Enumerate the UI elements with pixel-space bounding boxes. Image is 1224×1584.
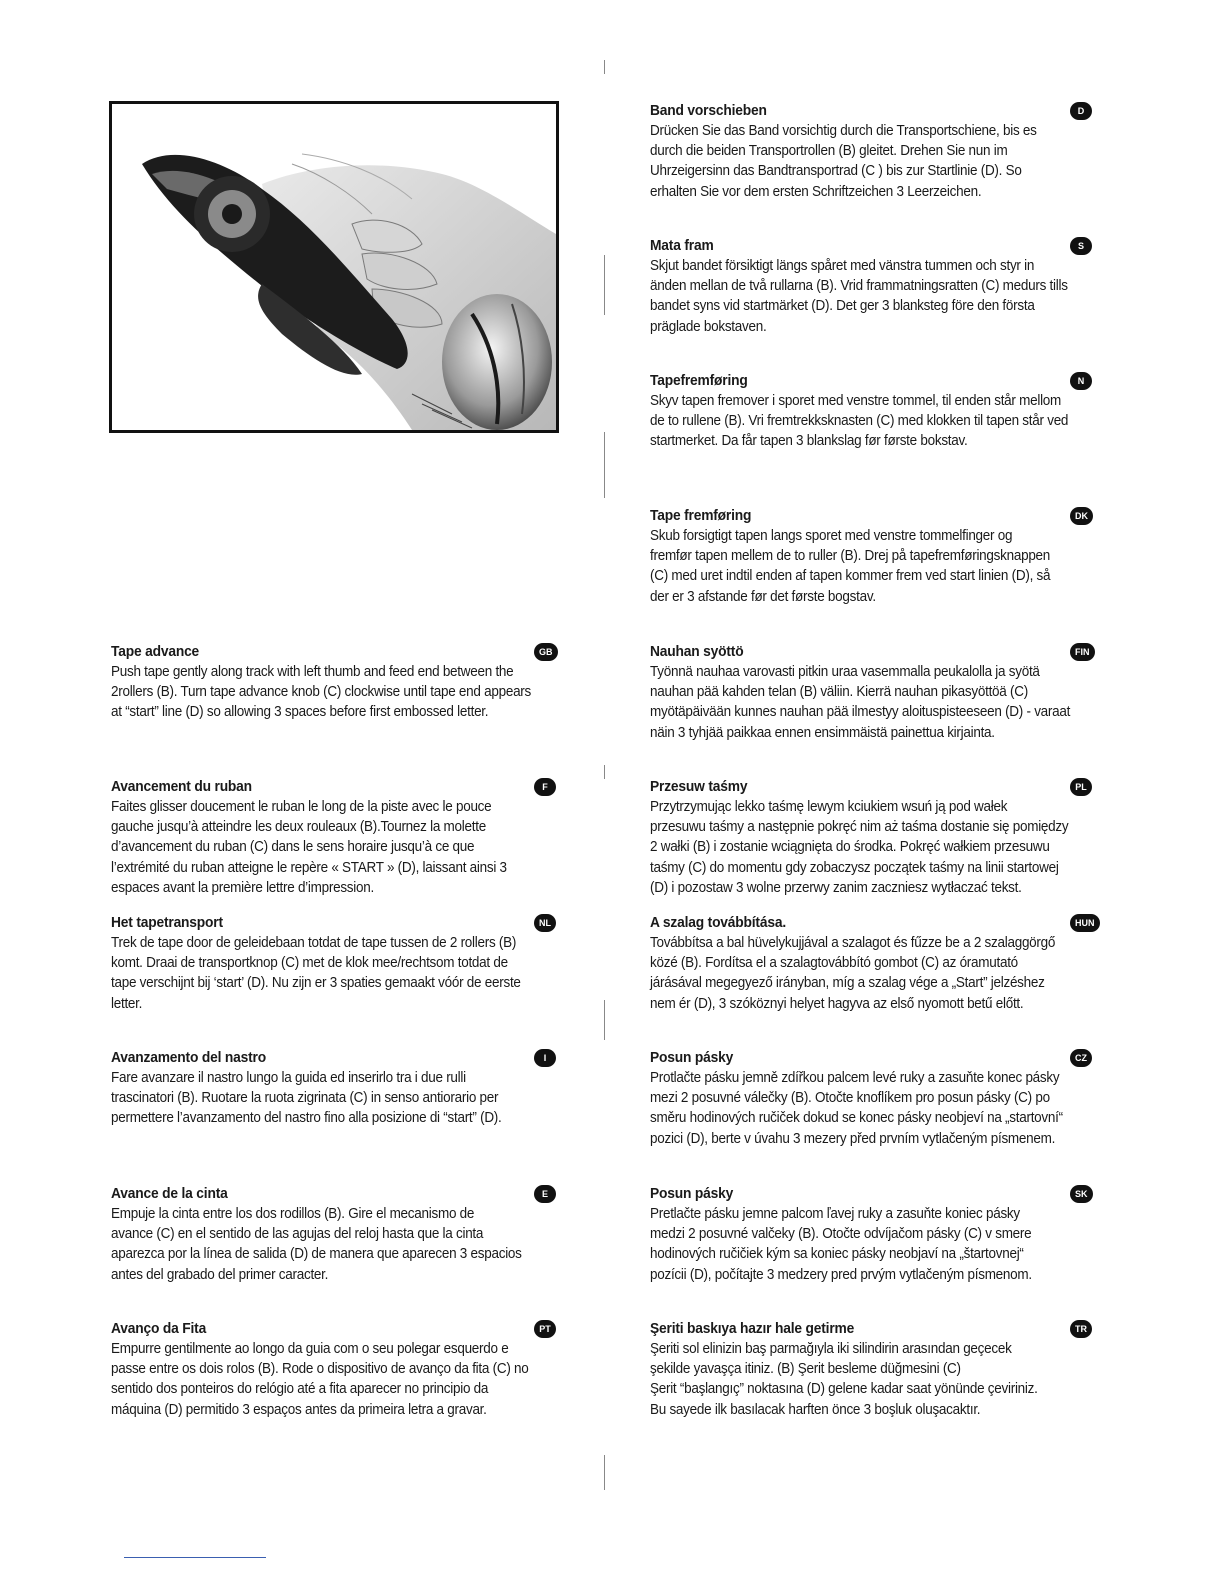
language-badge: I xyxy=(534,1049,556,1067)
section-text: Push tape gently along track with left thumb and feed end between the 2rollers (B). Turn tape advance knob (C) clockwise until tape end appears at “start” line (D) so allowing 3 spaces before first embossed letter. xyxy=(111,663,532,721)
section-text: Továbbítsa a bal hüvelykujjával a szalagot és fűzze be a 2 szalaggörgő közé (B). Fordítsa el a szalagtovábbító gombot (C) az óramutató járásával megegyező irányban, míg a szalag vége a „Start” jelzéshez nem ér (D), 3 szóköznyi helyet hagyva az első nyomott betű előtt. xyxy=(650,934,1056,1012)
section-text: Trek de tape door de geleidebaan totdat de tape tussen de 2 rollers (B) komt. Draai de transportknop (C) met de klok mee/rechtsom totdat de tape verschijnt bij ‘start’ (D). Nu zijn er 3 spaties gemaakt vóór de eerste letter. xyxy=(111,934,521,1012)
section-text: Faites glisser doucement le ruban le long de la piste avec le pouce gauche jusqu’à atteindre les deux rouleaux (B).Tournez la molette d’avancement du ruban (C) dans le sens horaire jusqu’à ce que l’extrémité du ruban atteigne le repère « START » (D), laissant ainsi 3 espaces avant la première lettre d’impression. xyxy=(111,798,507,896)
section-gb xyxy=(111,642,571,723)
section-title: Posun pásky xyxy=(650,1049,734,1066)
column-separator-mark xyxy=(604,432,605,498)
section-title: A szalag továbbítása. xyxy=(650,914,786,931)
language-badge: CZ xyxy=(1070,1049,1092,1067)
section-pl xyxy=(650,777,1110,898)
section-hun xyxy=(650,913,1110,1014)
section-cz xyxy=(650,1048,1110,1149)
section-title: Avancement du ruban xyxy=(111,778,252,795)
section-text: Skyv tapen fremover i sporet med venstre tommel, til enden står mellom de to rullene (B). Vri fremtrekksknasten (C) med klokken til tapen står ved startmerket. Da får tapen 3 blankslag før første bokstav. xyxy=(650,392,1069,450)
section-de xyxy=(650,101,1110,202)
section-title: Tapefremføring xyxy=(650,372,748,389)
language-badge: PT xyxy=(534,1320,556,1338)
section-title: Przesuw taśmy xyxy=(650,778,748,795)
column-separator-mark xyxy=(604,60,605,74)
section-pt xyxy=(111,1319,571,1420)
language-badge: E xyxy=(534,1185,556,1203)
section-title: Avance de la cinta xyxy=(111,1185,228,1202)
section-no xyxy=(650,371,1110,452)
language-badge: HUN xyxy=(1070,914,1100,932)
hand-holding-label-maker-illustration xyxy=(109,101,559,433)
section-text: Skub forsigtigt tapen langs sporet med venstre tommelfinger og fremfør tapen mellem de to ruller (B). Drej på tapefremføringsknappen (C) med uret indtil enden af tapen kommer frem ved start linien (D), så der er 3 afstande før det første bogstav. xyxy=(650,527,1051,605)
language-badge: F xyxy=(534,778,556,796)
column-separator-mark xyxy=(604,1455,605,1490)
language-badge: DK xyxy=(1070,507,1093,525)
section-title: Mata fram xyxy=(650,237,714,254)
section-sk xyxy=(650,1184,1110,1285)
section-text: Przytrzymując lekko taśmę lewym kciukiem wsuń ją pod wałek przesuwu taśmy a następnie pokręć nim aż taśma dostanie się pomiędzy 2 wałki (B) i zostanie wciągnięta do środka. Pokręć wałkiem przesuwu taśmy (C) do momentu gdy zobaczysz początek taśmy na linii startowej (D) i pozostaw 3 wolne przerwy zanim zaczniesz wytłaczać tekst. xyxy=(650,798,1069,896)
section-dk xyxy=(650,506,1110,607)
section-title: Nauhan syöttö xyxy=(650,643,744,660)
language-badge: S xyxy=(1070,237,1092,255)
column-separator-mark xyxy=(604,765,605,779)
section-text: Empurre gentilmente ao longo da guia com o seu polegar esquerdo e passe entre os dois rolos (B). Rode o dispositivo de avanço da fita (C) no sentido dos ponteiros do relógio até a fita aparecer no principio da máquina (D) permitido 3 espaços antes da primeira letra a gravar. xyxy=(111,1340,529,1418)
section-text: Drücken Sie das Band vorsichtig durch die Transportschiene, bis es durch die beiden Transportrollen (B) gleitet. Drehen Sie nun im Uhrzeigersinn das Bandtransportrad (C ) bis zur Startlinie (D). So erhalten Sie vor dem ersten Schriftzeichen 3 Leerzeichen. xyxy=(650,122,1037,200)
section-fin xyxy=(650,642,1110,743)
section-f xyxy=(111,777,571,898)
language-badge: NL xyxy=(534,914,556,932)
section-tr xyxy=(650,1319,1110,1420)
section-title: Avanço da Fita xyxy=(111,1320,207,1337)
section-title: Tape advance xyxy=(111,643,200,660)
section-text: Fare avanzare il nastro lungo la guida ed inserirlo tra i due rulli trascinatori (B). Ruotare la ruota zigrinata (C) in senso antiorario per permettere l’avanzamento del nastro fino alla posizione di “start” (D). xyxy=(111,1069,502,1127)
section-text: Empuje la cinta entre los dos rodillos (B). Gire el mecanismo de avance (C) en el sentido de las agujas del reloj hasta que la cinta aparezca por la línea de salida (D) de manera que aparecen 3 espacios antes del grabado del primer caracter. xyxy=(111,1205,522,1283)
section-nl xyxy=(111,913,571,1014)
section-e xyxy=(111,1184,571,1285)
section-text: Şeriti sol elinizin baş parmağıyla iki silindirin arasından geçecek şekilde yavaşça itiniz. (B) Şerit besleme düğmesini (C) Şerit “başlangıç” noktasına (D) gelene kadar saat yönünde çeviriniz. Bu sayede ilk basılacak harften önce 3 boşluk oluşacaktır. xyxy=(650,1340,1038,1418)
language-badge: SK xyxy=(1070,1185,1093,1203)
section-title: Avanzamento del nastro xyxy=(111,1049,266,1066)
language-badge: TR xyxy=(1070,1320,1092,1338)
section-title: Posun pásky xyxy=(650,1185,734,1202)
section-se xyxy=(650,236,1110,337)
section-title: Band vorschieben xyxy=(650,102,767,119)
section-title: Het tapetransport xyxy=(111,914,223,931)
language-badge: FIN xyxy=(1070,643,1095,661)
language-badge: D xyxy=(1070,102,1092,120)
section-title: Şeriti baskıya hazır hale getirme xyxy=(650,1320,855,1337)
section-text: Skjut bandet försiktigt längs spåret med vänstra tummen och styr in änden mellan de två rullarna (B). Vrid frammatningsratten (C) medurs tills bandet syns vid startmärket (D). Det ger 3 blanksteg före den första prägladе bokstaven. xyxy=(650,257,1068,335)
column-separator-mark xyxy=(604,1000,605,1040)
section-text: Protlačte pásku jemně zdířkou palcem levé ruky a zasuňte konec pásky mezi 2 posuvné válečky (B). Otočte knoflíkem pro posun pásky (C) po směru hodinových ručiček dokud se konec pásky neobjeví na „startovní“ pozici (D), berte v úvahu 3 mezery před prvním vytlačeným písmenem. xyxy=(650,1069,1063,1147)
section-i xyxy=(111,1048,571,1129)
language-badge: N xyxy=(1070,372,1092,390)
footer-rule xyxy=(124,1557,266,1558)
language-badge: GB xyxy=(534,643,558,661)
section-title: Tape fremføring xyxy=(650,507,752,524)
column-separator-mark xyxy=(604,255,605,315)
section-text: Pretlačte pásku jemne palcom ľavej ruky a zasuňte koniec pásky medzi 2 posuvné valčeky (B). Otočte odvíjačom pásky (C) v smere hodinových ručičiek kým sa koniec pásky neobjaví na „štartovnej“ pozícii (D), počítajte 3 medzery pred prvým vytlačeným písmenom. xyxy=(650,1205,1032,1283)
language-badge: PL xyxy=(1070,778,1092,796)
section-text: Työnnä nauhaa varovasti pitkin uraa vasemmalla peukalolla ja syötä nauhan pää kahden telan (B) väliin. Kierrä nauhan pikasyöttöä (C) myötäpäivään kunnes nauhan pää ilmestyy aloituspisteeseen (D) - varaat näin 3 tyhjää paikkaa ennen ensimmäistä painettua kirjainta. xyxy=(650,663,1071,741)
